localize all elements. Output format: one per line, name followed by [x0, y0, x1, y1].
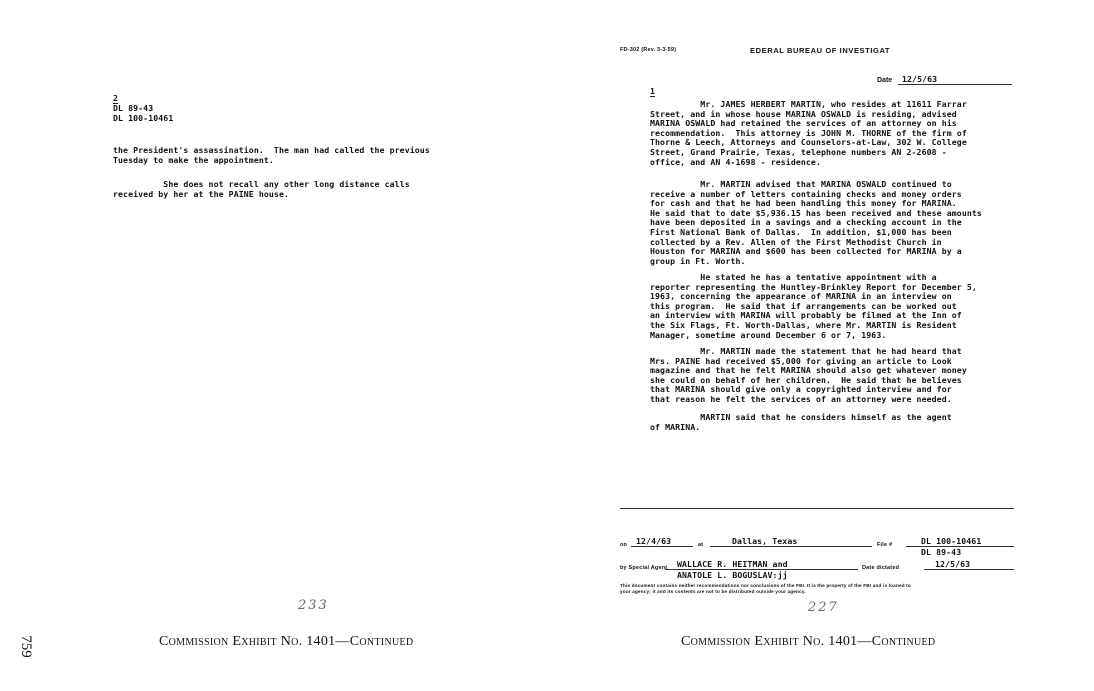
agency-header: EDERAL BUREAU OF INVESTIGAT — [750, 46, 891, 55]
body-paragraph-3: He stated he has a tentative appointment with a reporter representing the Huntley-Brinkley Report for December 5, 1963, concerning the appearance of MARINA in an interview on this program. He said that if arrangements can be worked out an interview with MARINA will probably be filmed at the Inn of the Six Flags, Ft. Worth-Dallas, where Mr. MARTIN is Resident Manager, sometime around December 6 or 7, 1963. — [650, 272, 977, 340]
on-date-value: 12/4/63 — [636, 536, 672, 546]
body-paragraph-4: Mr. MARTIN made the statement that he had heard that Mrs. PAINE had received $5,000 for giving an article to Look magazine and that he felt MARINA should also get whatever money she could on behalf of her children. He said that he believes that MARINA should give only a copyrighted interview and for that reason he felt the services of an attorney were needed. — [650, 346, 967, 404]
dictated-underline — [924, 569, 1014, 570]
dictated-value: 12/5/63 — [935, 559, 971, 569]
at-underline — [710, 546, 872, 547]
body-paragraph-2: Mr. MARTIN advised that MARINA OSWALD continued to receive a number of letters containing checks and money orders for cash and that he had been handling this money for MARINA. He said that to date $5,936.15 has been received and these amounts have been deposited in a savings and a checking account in the First National Bank of Dallas. In addition, $1,000 has been collected by a Rev. Allen of the First Methodist Church in Houston for MARINA and $600 has been collected for MARINA by a group in Ft. Worth. — [650, 179, 982, 266]
left-file-number-2: DL 100-10461 — [113, 113, 174, 123]
form-number: FD-302 (Rev. 3-3-59) — [620, 47, 677, 53]
footer-top-rule — [620, 508, 1014, 509]
right-page-number: 1 — [650, 86, 656, 96]
fbi-disclaimer-line-2: your agency; it and its contents are not to be distributed outside your agency. — [620, 589, 806, 594]
left-file-number-1: DL 89-43 — [113, 103, 154, 113]
date-value: 12/5/63 — [902, 74, 938, 84]
file-label: File # — [877, 542, 893, 548]
left-paragraph-1: the President's assassination. The man had called the previous Tuesday to make the appointment. — [113, 145, 430, 165]
dictated-label: Date dictated — [862, 565, 900, 571]
body-paragraph-5: MARTIN said that he considers himself as the agent of MARINA. — [650, 412, 952, 432]
right-exhibit-caption: Commission Exhibit No. 1401—Continued — [681, 634, 936, 649]
body-paragraph-1: Mr. JAMES HERBERT MARTIN, who resides at 11611 Farrar Street, and in whose house MARINA OSWALD is residing, advised MARINA OSWALD had retained the services of an attorney on his recommendation. This attorney is JOHN M. THORNE of the firm of Thorne & Leech, Attorneys and Counselors-at-Law, 302 W. College Street, Grand Prairie, Texas, telephone numbers AN 2-2608 - office, and AN 4-1698 - residence. — [650, 99, 967, 167]
left-page-number: 2 — [113, 93, 119, 103]
file-value-1: DL 100-10461 — [921, 536, 982, 546]
fbi-disclaimer-line-1: This document contains neither recommendations nor conclusions of the FBI. It is the property of the FBI and is loaned to — [620, 583, 911, 588]
agent-name-2: ANATOLE L. BOGUSLAV:jj — [677, 570, 788, 580]
agent-name-1: WALLACE R. HEITMAN and — [677, 559, 788, 569]
on-label: on — [620, 542, 628, 548]
date-label: Date — [877, 77, 893, 84]
at-location-value: Dallas, Texas — [732, 536, 798, 546]
left-exhibit-caption: Commission Exhibit No. 1401—Continued — [159, 634, 414, 649]
left-handwritten-number: 233 — [298, 598, 329, 613]
agent-label: by Special Agent — [620, 565, 668, 571]
right-handwritten-number: 227 — [808, 600, 839, 615]
on-underline — [631, 546, 693, 547]
file-value-2: DL 89-43 — [921, 547, 962, 557]
left-paragraph-2: She does not recall any other long distance calls received by her at the PAINE house. — [113, 179, 410, 199]
at-label: at — [698, 542, 704, 548]
date-underline — [898, 84, 1012, 85]
margin-page-number: 759 — [17, 635, 34, 658]
